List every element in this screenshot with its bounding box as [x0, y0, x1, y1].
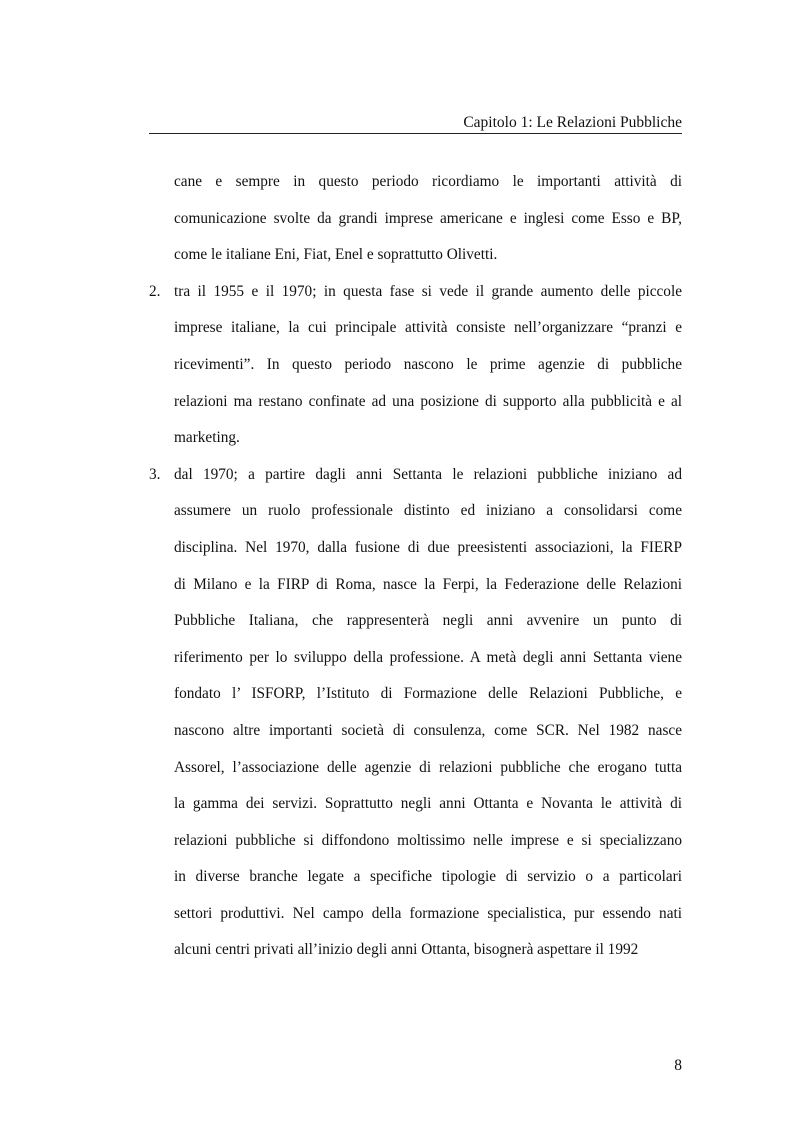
- text-line: assumere un ruolo professionale distinto ed iniziano a consolidarsi come: [174, 502, 682, 520]
- body-text: [149, 167, 682, 972]
- text-line: alcuni centri privati all’inizio degli anni Ottanta, bisognerà aspettare il 1992: [174, 941, 639, 959]
- text-line: marketing.: [174, 429, 240, 447]
- text-line: tra il 1955 e il 1970; in questa fase si vede il grande aumento delle piccole: [174, 282, 682, 300]
- text-line: riferimento per lo sviluppo della professione. A metà degli anni Settanta viene: [174, 648, 682, 666]
- text-line: ricevimenti”. In questo periodo nascono le prime agenzie di pubbliche: [174, 355, 682, 373]
- text-line: nascono altre importanti società di consulenza, come SCR. Nel 1982 nasce: [174, 721, 682, 739]
- text-line: disciplina. Nel 1970, dalla fusione di due preesistenti associazioni, la FIERP: [174, 538, 682, 556]
- list-item-2-line: [149, 277, 682, 314]
- text-line: Assorel, l’associazione delle agenzie di relazioni pubbliche che erogano tutta: [174, 758, 682, 776]
- list-number: 3.: [149, 465, 161, 483]
- text-line: relazioni pubbliche si diffondono moltissimo nelle imprese e si specializzano: [174, 831, 682, 849]
- text-line: come le italiane Eni, Fiat, Enel e soprattutto Olivetti.: [174, 246, 498, 264]
- text-line: cane e sempre in questo periodo ricordiamo le importanti attività di: [174, 173, 682, 190]
- running-header: [149, 113, 682, 134]
- text-line: dal 1970; a partire dagli anni Settanta le relazioni pubbliche iniziano ad: [174, 465, 682, 483]
- chapter-title: Capitolo 1: Le Relazioni Pubbliche: [463, 114, 682, 131]
- text-line: relazioni ma restano confinate ad una posizione di supporto alla pubblicità e al: [174, 392, 682, 410]
- text-line: imprese italiane, la cui principale attività consiste nell’organizzare “pranzi e: [174, 319, 682, 337]
- text-line: settori produttivi. Nel campo della formazione specialistica, pur essendo nati: [174, 904, 682, 922]
- page-number: 8: [674, 1057, 682, 1074]
- text-line: comunicazione svolte da grandi imprese americane e inglesi come Esso e BP,: [174, 209, 682, 227]
- text-line: fondato l’ ISFORP, l’Istituto di Formazione delle Relazioni Pubbliche, e: [174, 685, 682, 703]
- list-item-3-line: [149, 460, 682, 497]
- text-line: di Milano e la FIRP di Roma, nasce la Ferpi, la Federazione delle Relazioni: [174, 575, 682, 593]
- text-line: la gamma dei servizi. Soprattutto negli anni Ottanta e Novanta le attività di: [174, 795, 682, 813]
- list-number: 2.: [149, 282, 161, 300]
- text-line: Pubbliche Italiana, che rappresenterà negli anni avvenire un punto di: [174, 612, 682, 630]
- text-line: in diverse branche legate a specifiche tipologie di servizio o a particolari: [174, 868, 682, 886]
